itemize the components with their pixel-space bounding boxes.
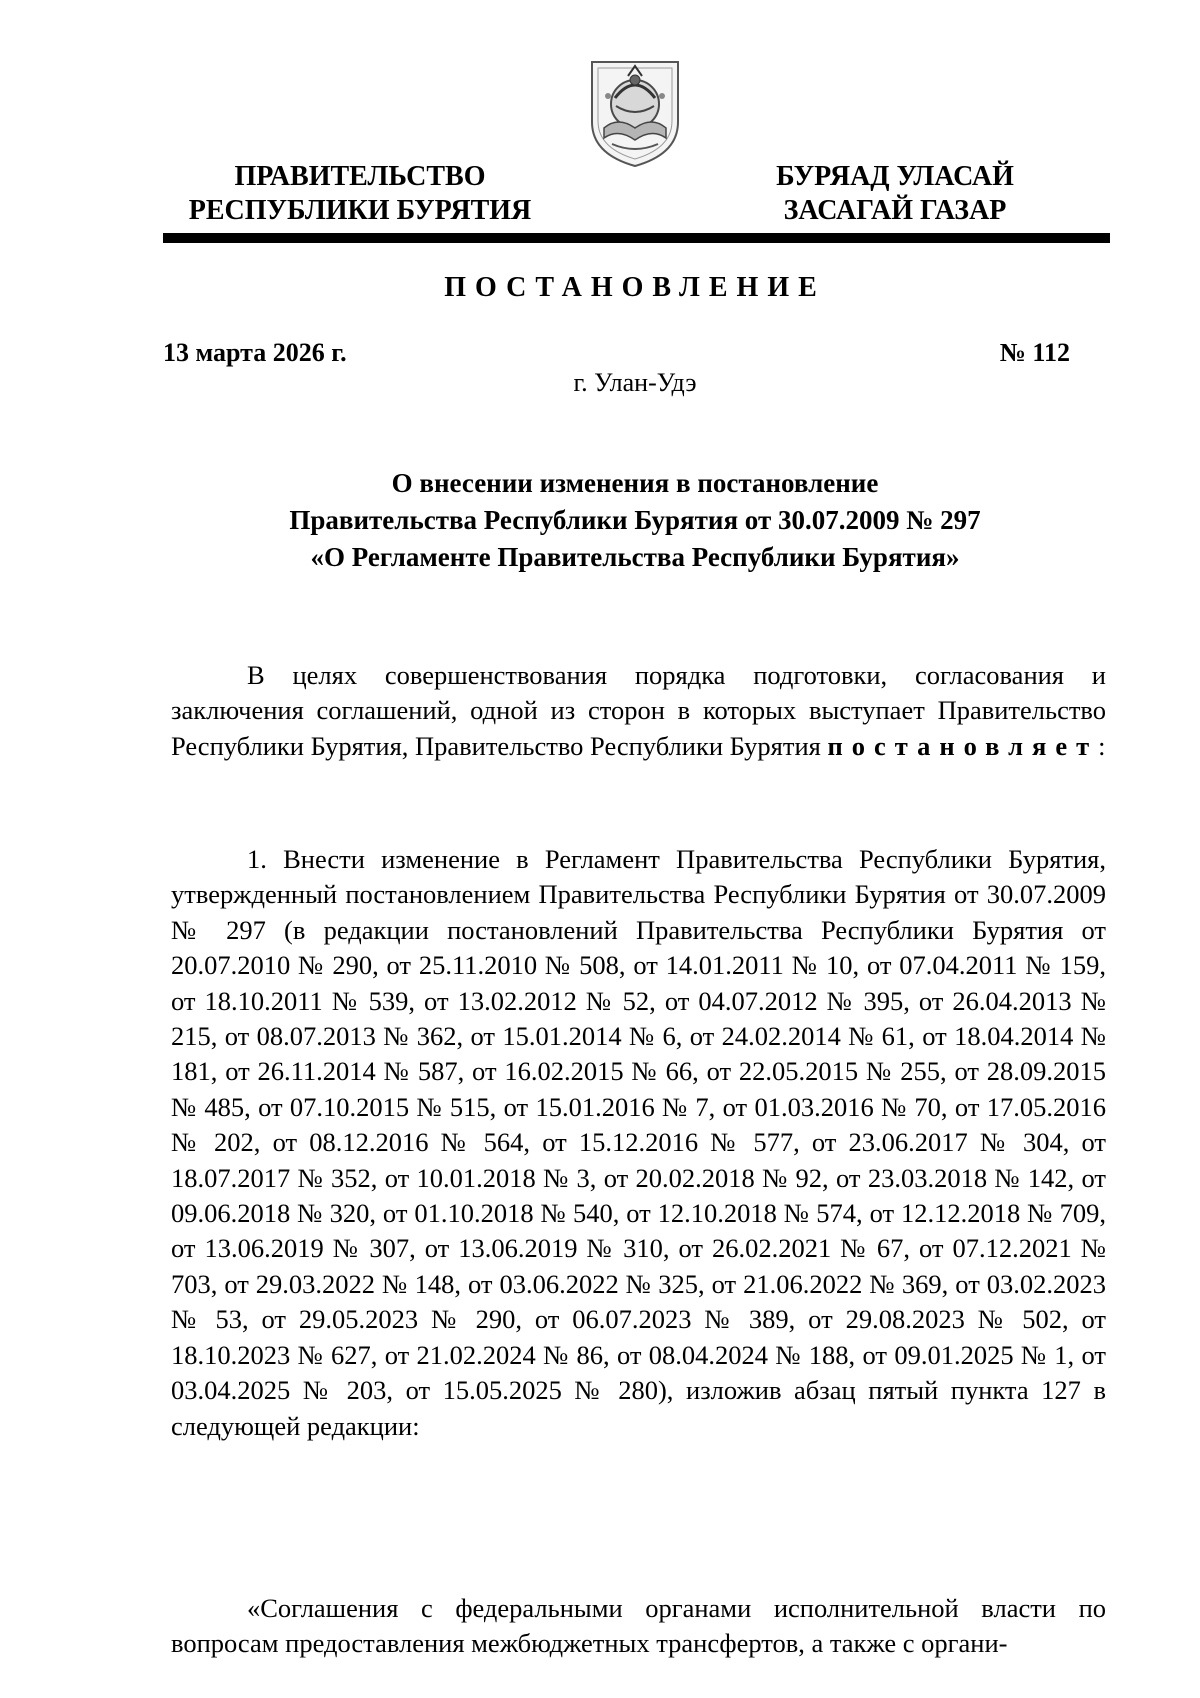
item-1-text: 1. Внести изменение в Регламент Правительства Республики Бурятия, утвержденный постановлением Правительства Республики Бурятия от 30.07.2009 № 297 (в редакции постановлений Правительства Республики Бурятия от 20.07.2010 № 290, от 25.11.2010 № 508, от 14.01.2011 № 10, от 07.04.2011 № 159, от 18.10.2011 № 539, от 13.02.2012 № 52, от 04.07.2012 № 395, от 26.04.2013 № 215, от 08.07.2013 № 362, от 15.01.2014 № 6, от 24.02.2014 № 61, от 18.04.2014 № 181, от 26.11.2014 № 587, от 16.02.2015 № 66, от 22.05.2015 № 255, от 28.09.2015 № 485, от 07.10.2015 № 515, от 15.01.2016 № 7, от 01.03.2016 № 70, от 17.05.2016 № 202, от 08.12.2016 № 564, от 15.12.2016 № 577, от 23.06.2017 № 304, от 18.07.2017 № 352, от 10.01.2018 № 3, от 20.02.2018 № 92, от 23.03.2018 № 142, от 09.06.2018 № 320, от 01.10.2018 № 540, от 12.10.2018 № 574, от 12.12.2018 № 709, от 13.06.2019 № 307, от 13.06.2019 № 310, от 26.02.2021 № 67, от 07.12.2021 № 703, от 29.03.2022 № 148, от 03.06.2022 № 325, от 21.06.2022 № 369, от 03.02.2023 № 53, от 29.05.2023 № 290, от 06.07.2023 № 389, от 29.08.2023 № 502, от 18.10.2023 № 627, от 21.02.2024 № 86, от 08.04.2024 № 188, от 09.01.2025 № 1, от 03.04.2025 № 203, от 15.05.2025 № 280), изложив абзац пятый пункта 127 в следующей редакции: (171, 844, 1106, 1441)
decree-title: ПОСТАНОВЛЕНИЕ (444, 272, 826, 303)
government-name-buryat-line1: БУРЯАД УЛАСАЙ (776, 161, 1014, 192)
quote-text: «Соглашения с федеральными органами исполнительной власти по вопросам предоставления межбюджетных трансфертов, а также с органи- (171, 1593, 1106, 1659)
government-name-russian-line2: РЕСПУБЛИКИ БУРЯТИЯ (188, 195, 532, 226)
item-1-paragraph (171, 842, 1106, 1444)
decree-date: 13 марта 2026 г. (163, 338, 347, 367)
intro-keyword: постановляет (827, 730, 1099, 761)
government-name-russian-line1: ПРАВИТЕЛЬСТВО (234, 161, 486, 192)
subject-line2: Правительства Республики Бурятия от 30.07.2009 № 297 (289, 505, 981, 535)
subject-line1: О внесении изменения в постановление (391, 468, 879, 498)
government-name-buryat-line2: ЗАСАГАЙ ГАЗАР (783, 195, 1007, 226)
subject-line3: «О Регламенте Правительства Республики Бурятия» (310, 542, 960, 572)
coat-of-arms-emblem (588, 52, 682, 170)
intro-paragraph (171, 658, 1106, 764)
quote-paragraph (171, 1591, 1106, 1662)
decree-number: № 112 (999, 338, 1070, 367)
decree-subject (160, 465, 1110, 576)
header-divider (163, 233, 1110, 243)
decree-city: г. Улан-Удэ (573, 368, 697, 397)
government-name-russian (160, 160, 560, 228)
intro-end: : (1098, 730, 1106, 761)
intro-text: В целях совершенствования порядка подготовки, согласования и заключения соглашений, одной из сторон в которых выступает Правительство Республики Бурятия, Правительство Республики Бурятия (171, 660, 1106, 761)
government-name-buryat (730, 160, 1060, 228)
